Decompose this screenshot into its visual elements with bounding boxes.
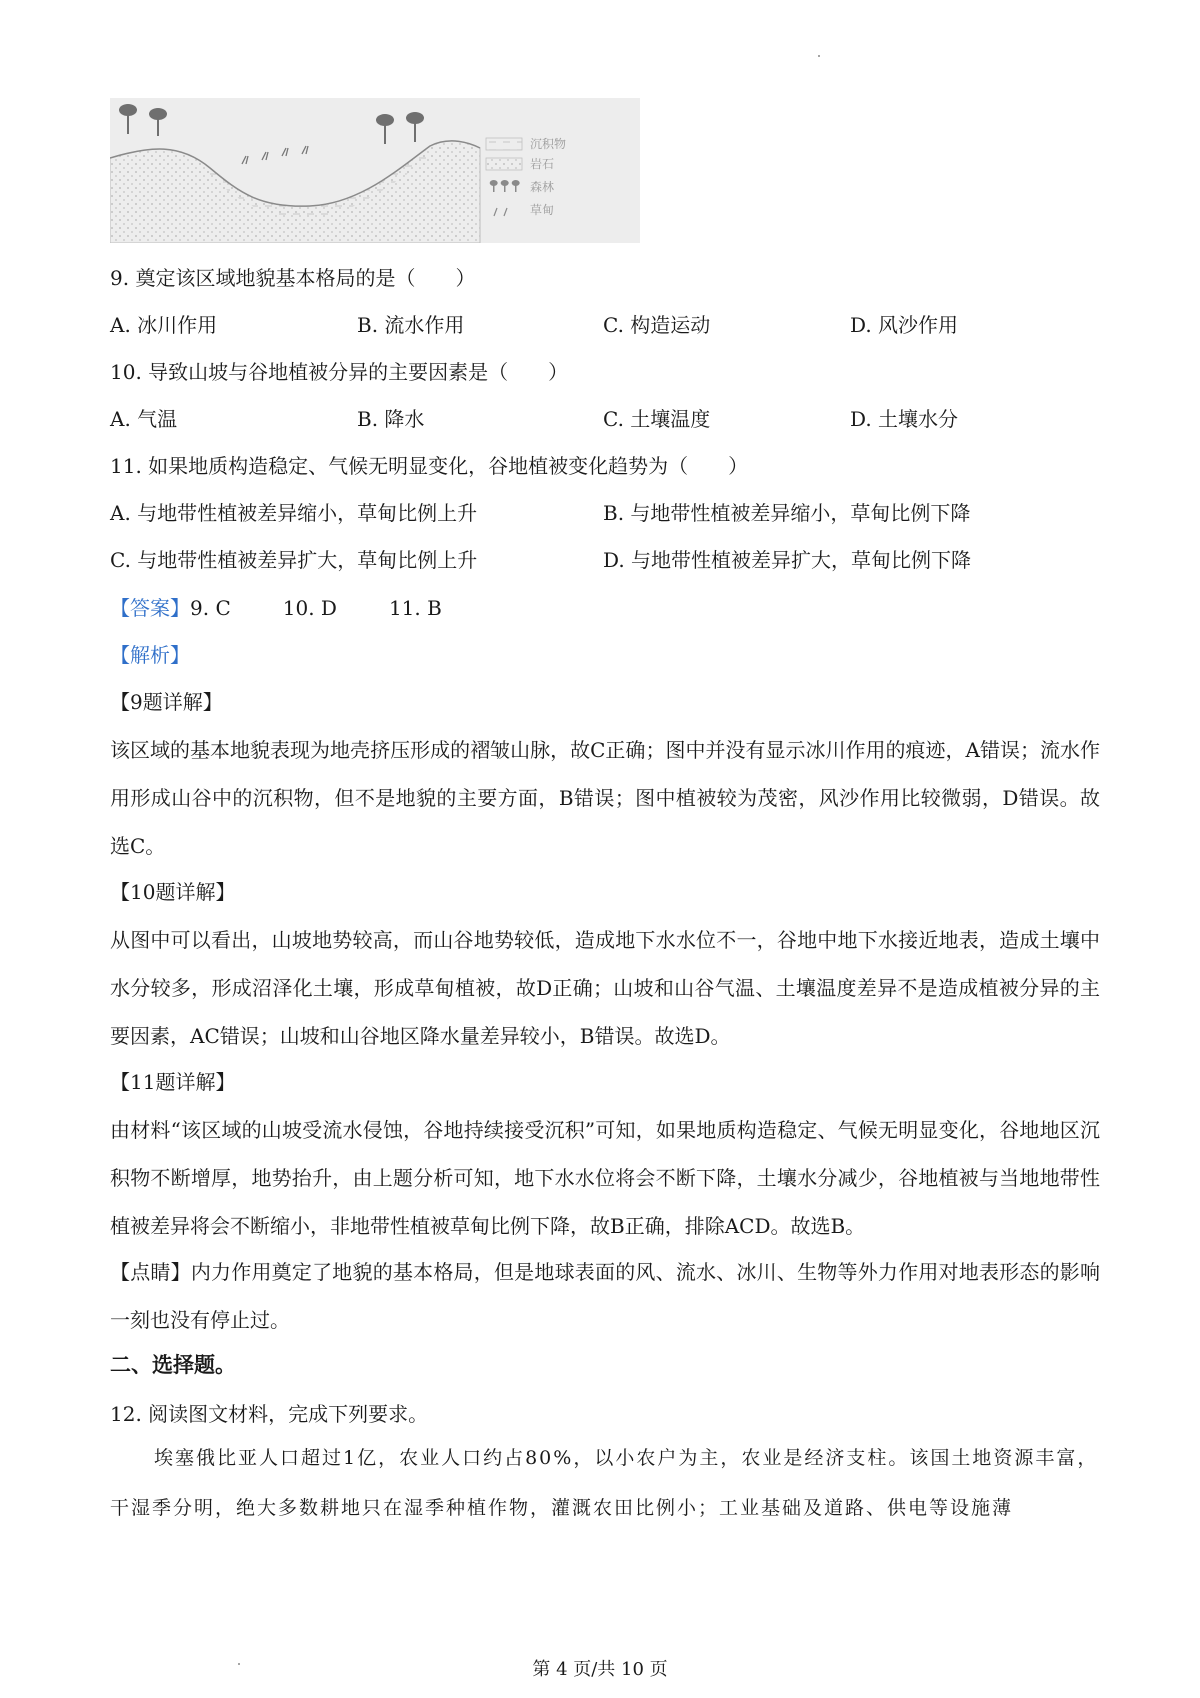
answer-q9: 9. C (190, 596, 231, 620)
detail-11-title: 【11题详解】 (110, 1070, 236, 1094)
q9-option-b: B. 流水作用 (357, 313, 465, 337)
legend-label-meadow: 草甸 (530, 203, 555, 217)
q12-material-text: 埃塞俄比亚人口超过1亿，农业人口约占80%，以小农户为主，农业是经济支柱。该国土地资源丰富，干湿季分明，绝大多数耕地只在湿季种植作物，灌溉农田比例小；工业基础及道路、供电等设施薄 (110, 1447, 1099, 1519)
landform-diagram (110, 98, 640, 243)
page-footer: 第 4 页/共 10 页 (532, 1659, 668, 1680)
q10-option-d: D. 土壤水分 (850, 407, 959, 431)
q11-option-a: A. 与地带性植被差异缩小，草甸比例上升 (110, 501, 478, 525)
q10-option-a: A. 气温 (110, 407, 178, 431)
section-2-heading: 二、选择题。 (110, 1353, 236, 1377)
answer-q11: 11. B (388, 596, 442, 620)
legend-label-forest: 森林 (530, 180, 555, 194)
detail-10-text: 从图中可以看出，山坡地势较高，而山谷地势较低，造成地下水水位不一，谷地中地下水接近地表，造成土壤中水分较多，形成沼泽化土壤，形成草甸植被，故D正确；山坡和山谷气温、土壤温度差异不是造成植被分异的主要因素，AC错误；山坡和山谷地区降水量差异较小，B错误。故选D。 (110, 928, 1100, 1048)
detail-9-title: 【9题详解】 (110, 690, 223, 714)
q10-stem: 10. 导致山坡与谷地植被分异的主要因素是（ ） (110, 360, 569, 384)
detail-10-title: 【10题详解】 (110, 880, 236, 904)
key-point-text: 【点睛】内力作用奠定了地貌的基本格局，但是地球表面的风、流水、冰川、生物等外力作用对地表形态的影响一刻也没有停止过。 (110, 1260, 1100, 1332)
q11-stem: 11. 如果地质构造稳定、气候无明显变化，谷地植被变化趋势为（ ） (110, 454, 749, 478)
q11-option-d: D. 与地带性植被差异扩大，草甸比例下降 (603, 548, 972, 572)
answer-tag: 【答案】 (110, 596, 190, 620)
q11-option-c: C. 与地带性植被差异扩大，草甸比例上升 (110, 548, 478, 572)
q12-stem: 12. 阅读图文材料，完成下列要求。 (110, 1402, 429, 1426)
analysis-tag: 【解析】 (110, 643, 190, 667)
answer-q10: 10. D (282, 596, 337, 620)
q11-option-b: B. 与地带性植被差异缩小，草甸比例下降 (603, 501, 971, 525)
landform-figure (110, 98, 640, 243)
q10-option-b: B. 降水 (357, 407, 425, 431)
answer-line (110, 594, 442, 622)
detail-11-text: 由材料“该区域的山坡受流水侵蚀，谷地持续接受沉积”可知，如果地质构造稳定、气候无明显变化，谷地地区沉积物不断增厚，地势抬升，由上题分析可知，地下水水位将会不断下降，土壤水分减少，谷地植被与当地地带性植被差异将会不断缩小，非地带性植被草甸比例下降，故B正确，排除ACD。故选B。 (110, 1118, 1100, 1238)
legend-label-rock: 岩石 (530, 157, 555, 171)
detail-9-text: 该区域的基本地貌表现为地壳挤压形成的褶皱山脉，故C正确；图中并没有显示冰川作用的痕迹，A错误；流水作用形成山谷中的沉积物，但不是地貌的主要方面，B错误；图中植被较为茂密，风沙作用比较微弱，D错误。故选C。 (110, 738, 1100, 858)
q10-option-c: C. 土壤温度 (603, 407, 711, 431)
q9-option-a: A. 冰川作用 (110, 313, 218, 337)
scan-speck (818, 55, 820, 57)
q9-stem: 9. 奠定该区域地貌基本格局的是（ ） (110, 266, 476, 290)
q9-option-c: C. 构造运动 (603, 313, 711, 337)
legend-label-sediment: 沉积物 (530, 137, 567, 151)
q9-option-d: D. 风沙作用 (850, 313, 959, 337)
